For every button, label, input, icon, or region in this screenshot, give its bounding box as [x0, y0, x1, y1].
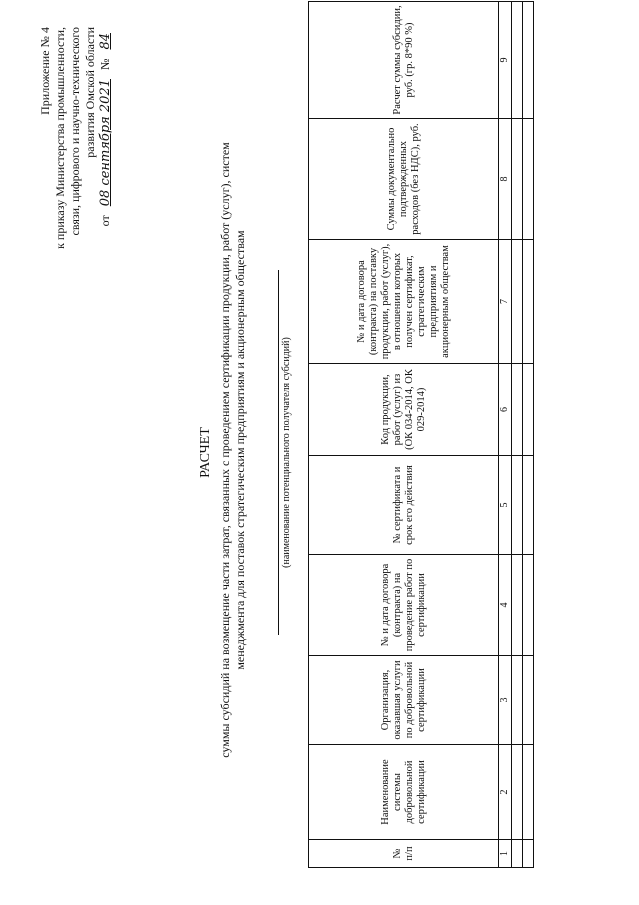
order-date: 08 сентября 2021 [98, 79, 113, 207]
table-cell [523, 555, 534, 656]
column-number: 9 [499, 2, 512, 119]
column-number: 6 [499, 364, 512, 456]
table-cell [512, 745, 523, 840]
table-cell [523, 240, 534, 364]
table-cell [523, 656, 534, 745]
column-number: 3 [499, 656, 512, 745]
column-number: 2 [499, 745, 512, 840]
header-cell: № п/п [309, 840, 499, 868]
table-cell [523, 364, 534, 456]
column-number: 8 [499, 119, 512, 240]
subsidy-table [308, 1, 534, 868]
order-date-line [98, 27, 113, 327]
table-cell [512, 364, 523, 456]
document-subtitle [218, 65, 248, 835]
table-cell [523, 840, 534, 868]
table-cell [523, 2, 534, 119]
column-number: 1 [499, 840, 512, 868]
table-row [523, 2, 534, 868]
header-cell: Код продукции, работ (услуг) из (ОК 034-2014, ОК 029-2014) [309, 364, 499, 456]
column-number: 4 [499, 555, 512, 656]
table-cell [512, 456, 523, 555]
order-number: 84 [98, 33, 113, 50]
table-cell [512, 555, 523, 656]
table-cell [512, 119, 523, 240]
table-cell [523, 456, 534, 555]
header-cell: Расчет суммы субсидии, руб. (гр. 8*90 %) [309, 2, 499, 119]
table-row [512, 2, 523, 868]
table-cell [512, 656, 523, 745]
order-line-1: к приказу Министерства промышленности, [53, 27, 67, 249]
approval-block [38, 27, 113, 327]
document-title: РАСЧЕТ [198, 427, 213, 478]
column-number-row [499, 2, 512, 868]
table-cell [523, 119, 534, 240]
column-number: 7 [499, 240, 512, 364]
table-cell [512, 240, 523, 364]
recipient-caption: (наименование потенциального получателя субсидий) [281, 337, 292, 568]
subtitle-line-2: менеджмента для поставок стратегическим предприятиям и акционерным обществам [233, 230, 247, 670]
recipient-name-line [278, 270, 279, 635]
table-cell [512, 840, 523, 868]
header-cell: № сертификата и срок его действия [309, 456, 499, 555]
header-cell: Организация, оказавшая услуги по добровольной сертификации [309, 656, 499, 745]
header-cell: № и дата договора (контракта) на проведение работ по сертификации [309, 555, 499, 656]
column-number: 5 [499, 456, 512, 555]
header-cell: № и дата договора (контракта) на поставку продукции, работ (услуг), в отношении которых получен сертификат, стратегическим предприятиям и акционерным обществам [309, 240, 499, 364]
order-line-2: связи, цифрового и научно-технического [68, 27, 82, 236]
header-cell: Суммы документально подтвержденных расходов (без НДС), руб. [309, 119, 499, 240]
date-prefix: от [98, 215, 112, 227]
header-cell: Наименование системы добровольной сертификации [309, 745, 499, 840]
table-header-row [309, 2, 499, 868]
subtitle-line-1: суммы субсидий на возмещение части затрат, связанных с проведением сертификации продукции, работ (услуг), систем [218, 142, 232, 758]
appendix-number: Приложение № 4 [38, 27, 52, 115]
number-prefix: № [98, 58, 112, 70]
order-line-3: развития Омской области [83, 27, 97, 158]
table-cell [523, 745, 534, 840]
table-cell [512, 2, 523, 119]
